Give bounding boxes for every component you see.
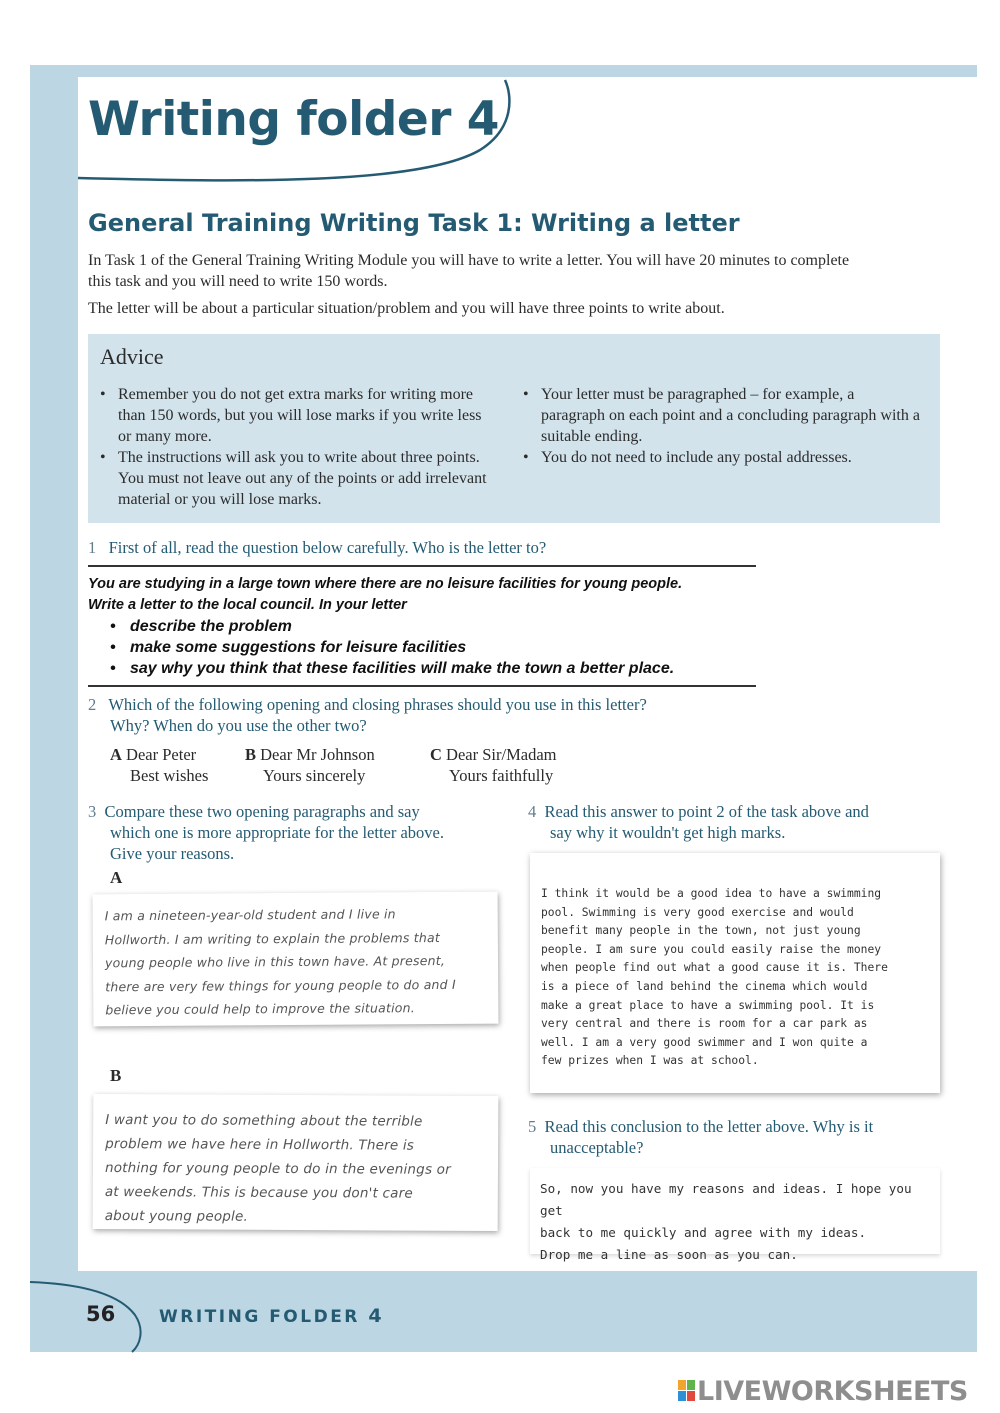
question-number: 4: [528, 802, 537, 821]
paragraph-a-line: believe you could help to improve the situation.: [105, 1000, 415, 1018]
task-rule-bottom: [88, 685, 756, 687]
answer-line: is a piece of land behind the cinema which would: [541, 979, 868, 993]
question-2: [88, 694, 888, 736]
page-number: 56: [86, 1302, 116, 1326]
option-label: B: [245, 745, 257, 764]
paragraph-a-line: I am a nineteen-year-old student and I live in: [104, 906, 396, 924]
question-text: Read this conclusion to the letter above. Why is it: [544, 1117, 874, 1136]
footer-label-number: 4: [368, 1305, 382, 1327]
task-bullet-list: [108, 616, 788, 679]
question-text: Why? When do you use the other two?: [110, 716, 367, 735]
question-text: First of all, read the question below carefully. Who is the letter to?: [108, 538, 547, 557]
task-line: Write a letter to the local council. In your letter: [88, 597, 407, 613]
question-5: [528, 1116, 948, 1158]
paragraph-a-line: Hollworth. I am writing to explain the problems that: [104, 929, 440, 947]
paragraph-b-line: I want you to do something about the terrible: [105, 1112, 423, 1130]
question-text: Give your reasons.: [110, 844, 235, 863]
option-c: [430, 744, 556, 786]
section-heading: General Training Writing Task 1: Writing a letter: [88, 209, 740, 237]
advice-item: • You do not need to include any postal addresses.: [521, 447, 921, 468]
paragraph-a-line: young people who live in this town have. At present,: [104, 952, 446, 971]
task-bullet: • describe the problem: [108, 616, 788, 637]
answer-line: pool. Swimming is very good exercise and would: [541, 905, 854, 919]
task-rule-top: [88, 565, 756, 567]
option-label: A: [110, 745, 122, 764]
option-b: [245, 744, 375, 786]
question-number: 1: [88, 538, 97, 557]
option-opening: Dear Sir/Madam: [446, 745, 557, 764]
paragraph-b-line: problem we have here in Hollworth. There is: [105, 1136, 415, 1154]
page-title: Writing folder 4: [88, 92, 499, 147]
option-closing: Best wishes: [130, 766, 209, 785]
question-number: 5: [528, 1117, 537, 1136]
paragraph-b-note: [93, 1094, 499, 1231]
answer-note: [530, 853, 940, 1093]
task-bullet: • say why you think that these facilities will make the town a better place.: [108, 658, 788, 679]
question-text: Compare these two opening paragraphs and say: [104, 802, 420, 821]
question-1: [88, 537, 888, 558]
conclusion-line: Drop me a line as soon as you can.: [540, 1247, 798, 1262]
task-line: You are studying in a large town where there are no leisure facilities for young people.: [88, 576, 683, 592]
paragraph-b-line: about young people.: [104, 1208, 249, 1225]
paragraph-a-note: [93, 892, 499, 1027]
option-label: C: [430, 745, 442, 764]
answer-line: when people find out what a good cause it is. There: [541, 961, 888, 975]
answer-line: people. I am sure you could easily raise the money: [541, 942, 882, 956]
footer-label: [159, 1305, 382, 1327]
conclusion-line: back to me quickly and agree with my ideas.: [540, 1225, 867, 1240]
question-text: say why it wouldn't get high marks.: [550, 823, 786, 842]
advice-list-left: [98, 384, 498, 510]
intro-paragraph-2: The letter will be about a particular situation/problem and you will have three points to write about.: [88, 300, 725, 317]
option-a: [110, 744, 208, 786]
conclusion-line: So, now you have my reasons and ideas. I hope you get: [540, 1181, 912, 1218]
option-closing: Yours faithfully: [449, 766, 554, 785]
answer-line: well. I am a very good swimmer and I won quite a: [541, 1035, 868, 1049]
option-opening: Dear Mr Johnson: [260, 745, 375, 764]
watermark-text: LIVEWORKSHEETS: [697, 1376, 968, 1407]
paragraph-a-line: there are very few things for young people to do and I: [105, 976, 456, 994]
task-box: [88, 574, 788, 679]
answer-line: few prizes when I was at school.: [541, 1054, 759, 1068]
question-number: 3: [88, 802, 97, 821]
question-4: [528, 801, 948, 843]
advice-item: • Your letter must be paragraphed – for example, a paragraph on each point and a concluding paragraph with a suitable ending.: [521, 384, 921, 447]
liveworksheets-logo-icon: [678, 1380, 696, 1402]
advice-item: • Remember you do not get extra marks for writing more than 150 words, but you will lose marks if you write less or many more.: [98, 384, 498, 447]
question-text: unacceptable?: [550, 1138, 644, 1157]
footer-label-text: WRITING FOLDER: [159, 1307, 360, 1327]
question-text: which one is more appropriate for the letter above.: [110, 823, 444, 842]
question-3: [88, 801, 508, 864]
answer-line: very central and there is room for a car park as: [541, 1017, 868, 1031]
paragraph-a-label: A: [110, 868, 123, 887]
advice-title: Advice: [100, 344, 164, 369]
question-text: Read this answer to point 2 of the task above and: [544, 802, 869, 821]
paragraph-b-line: nothing for young people to do in the evenings or: [104, 1160, 451, 1178]
answer-line: benefit many people in the town, not just young: [541, 924, 861, 938]
option-opening: Dear Peter: [126, 745, 197, 764]
answer-line: make a great place to have a swimming pool. It is: [541, 998, 875, 1012]
intro-paragraph-1: In Task 1 of the General Training Writing Module you will have to write a letter. You will have 20 minutes to complete this task and you will need to write 150 words.: [88, 252, 850, 290]
conclusion-note: [530, 1168, 940, 1262]
option-closing: Yours sincerely: [263, 766, 366, 785]
task-bullet: • make some suggestions for leisure facilities: [108, 637, 788, 658]
advice-item: • The instructions will ask you to write about three points. You must not leave out any of the points or add irrelevant material or you will lose marks.: [98, 447, 498, 510]
page-frame-left: [30, 65, 78, 1285]
paragraph-b-line: at weekends. This is because you don't care: [104, 1184, 413, 1202]
paragraph-b-label: B: [110, 1066, 122, 1085]
answer-line: I think it would be a good idea to have a swimming: [541, 887, 882, 900]
advice-list-right: [521, 384, 921, 468]
question-number: 2: [88, 695, 97, 714]
question-text: Which of the following opening and closing phrases should you use in this letter?: [108, 695, 647, 714]
